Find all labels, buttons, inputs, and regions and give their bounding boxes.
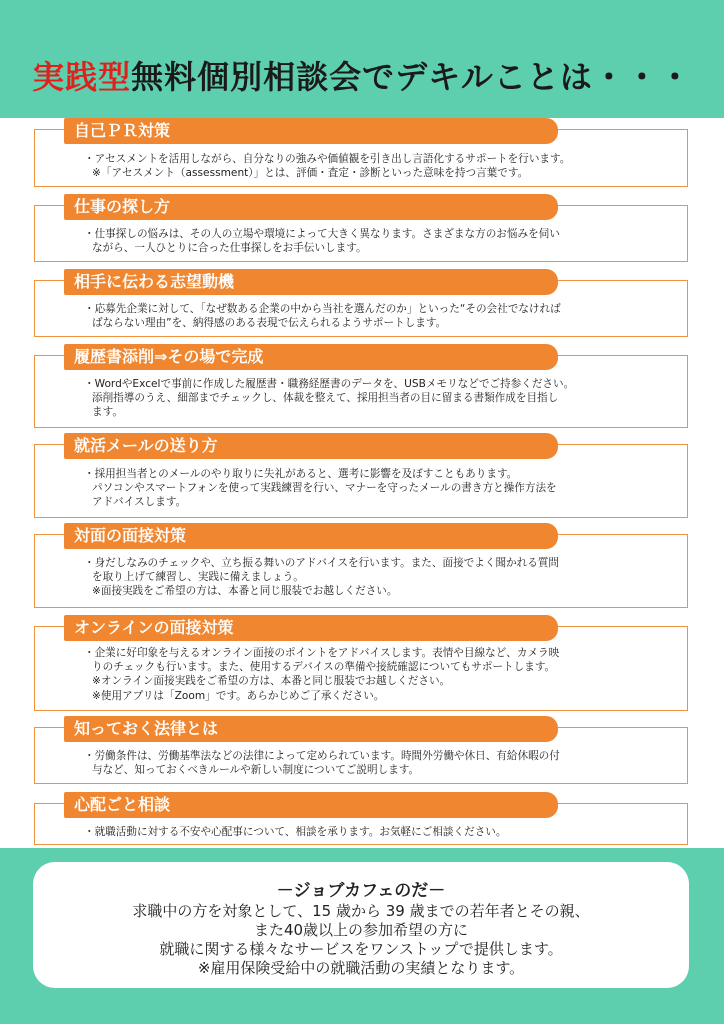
- section-heading: 心配ごと相談: [64, 792, 558, 818]
- page-title-accent: 実践型: [32, 58, 132, 96]
- section-labor-law: [34, 716, 688, 784]
- section-line: ・身だしなみのチェックや、立ち振る舞いのアドバイスを行います。また、面接でよく聞かれる質問: [84, 557, 560, 569]
- section-line: りのチェックも行います。また、使用するデバイスの準備や接続確認についてもサポートします。: [92, 661, 556, 674]
- section-body: [84, 302, 648, 330]
- job-cafe-title: －ジョブカフェのだ－: [276, 881, 446, 901]
- section-body: [84, 825, 648, 839]
- section-heading: 仕事の探し方: [64, 194, 558, 220]
- section-body: [84, 646, 648, 703]
- section-line: ・アセスメントを活用しながら、自分なりの強みや価値観を引き出し言語化するサポートを行います。: [84, 153, 571, 165]
- section-heading: 対面の面接対策: [64, 523, 558, 549]
- section-resume: [34, 344, 688, 428]
- section-line: ※「アセスメント（assessment）」とは、評価・査定・診断といった意味を持つ言葉です。: [92, 167, 529, 180]
- section-line: ・仕事探しの悩みは、その人の立場や環境によって大きく異なります。さまざまな方のお悩みを伺い: [84, 228, 560, 240]
- section-heading: 知っておく法律とは: [64, 716, 558, 742]
- section-email: [34, 433, 688, 518]
- section-line: ・採用担当者とのメールのやり取りに失礼があると、選考に影響を及ぼすこともあります。: [84, 468, 518, 480]
- job-cafe-line: ※雇用保険受給中の就職活動の実績となります。: [197, 959, 525, 977]
- section-heading: 履歴書添削⇒その場で完成: [64, 344, 558, 370]
- job-cafe-line: 求職中の方を対象として、15 歳から 39 歳までの若年者とその親、: [132, 902, 590, 920]
- job-cafe-line: 就職に関する様々なサービスをワンストップで提供します。: [159, 940, 563, 958]
- page-title: [0, 52, 724, 98]
- section-body: [84, 749, 648, 777]
- section-online-interview: [34, 615, 688, 711]
- section-line: パソコンやスマートフォンを使って実践練習を行い、マナーを守ったメールの書き方と操作方法を: [92, 482, 557, 495]
- section-heading: オンラインの面接対策: [64, 615, 558, 641]
- section-line: ※オンライン面接実践をご希望の方は、本番と同じ服装でお越しください。: [92, 675, 451, 688]
- section-self-pr: [34, 118, 688, 187]
- section-job-search: [34, 194, 688, 262]
- job-cafe-line: また40歳以上の参加希望の方に: [253, 921, 469, 939]
- section-line: ながら、一人ひとりに合った仕事探しをお手伝いします。: [92, 242, 367, 255]
- section-in-person-interview: [34, 523, 688, 608]
- section-line: 与など、知っておくべきルールや新しい制度についてご説明します。: [92, 764, 420, 777]
- section-body: [84, 556, 648, 599]
- section-line: アドバイスします。: [92, 496, 187, 509]
- section-motivation: [34, 269, 688, 337]
- section-heading: 就活メールの送り方: [64, 433, 558, 459]
- section-line: ※使用アプリは「Zoom」です。あらかじめご了承ください。: [92, 689, 385, 702]
- section-line: ます。: [92, 406, 123, 419]
- section-body: [84, 467, 648, 510]
- section-body: [84, 377, 648, 420]
- section-line: ・就職活動に対する不安や心配事について、相談を承ります。お気軽にご相談ください。: [84, 826, 507, 838]
- section-line: ・企業に好印象を与えるオンライン面接のポイントをアドバイスします。表情や目線など、カメラ映: [84, 647, 560, 659]
- section-consultation: [34, 792, 688, 845]
- section-line: を取り上げて練習し、実践に備えましょう。: [92, 571, 304, 584]
- section-line: ばならない理由”を、納得感のある表現で伝えられるようサポートします。: [92, 317, 447, 330]
- section-line: ・労働条件は、労働基準法などの法律によって定められています。時間外労働や休日、有給休暇の付: [84, 750, 560, 762]
- section-body: [84, 227, 648, 255]
- section-heading: 自己ＰＲ対策: [64, 118, 558, 144]
- section-line: ・応募先企業に対して、「なぜ数ある企業の中から当社を選んだのか」といった“その会社でなければ: [84, 303, 561, 315]
- section-body: [84, 152, 648, 180]
- page-title-rest: 無料個別相談会でデキルことは・・・: [131, 58, 692, 96]
- section-heading: 相手に伝わる志望動機: [64, 269, 558, 295]
- section-line: 添削指導のうえ、細部までチェックし、体裁を整えて、採用担当者の目に留まる書類作成を目指し: [92, 392, 559, 405]
- job-cafe-info-box: [33, 862, 689, 988]
- section-line: ・WordやExcelで事前に作成した履歴書・職務経歴書のデータを、USBメモリなどでご持参ください。: [84, 378, 575, 390]
- section-line: ※面接実践をご希望の方は、本番と同じ服装でお越しください。: [92, 585, 398, 598]
